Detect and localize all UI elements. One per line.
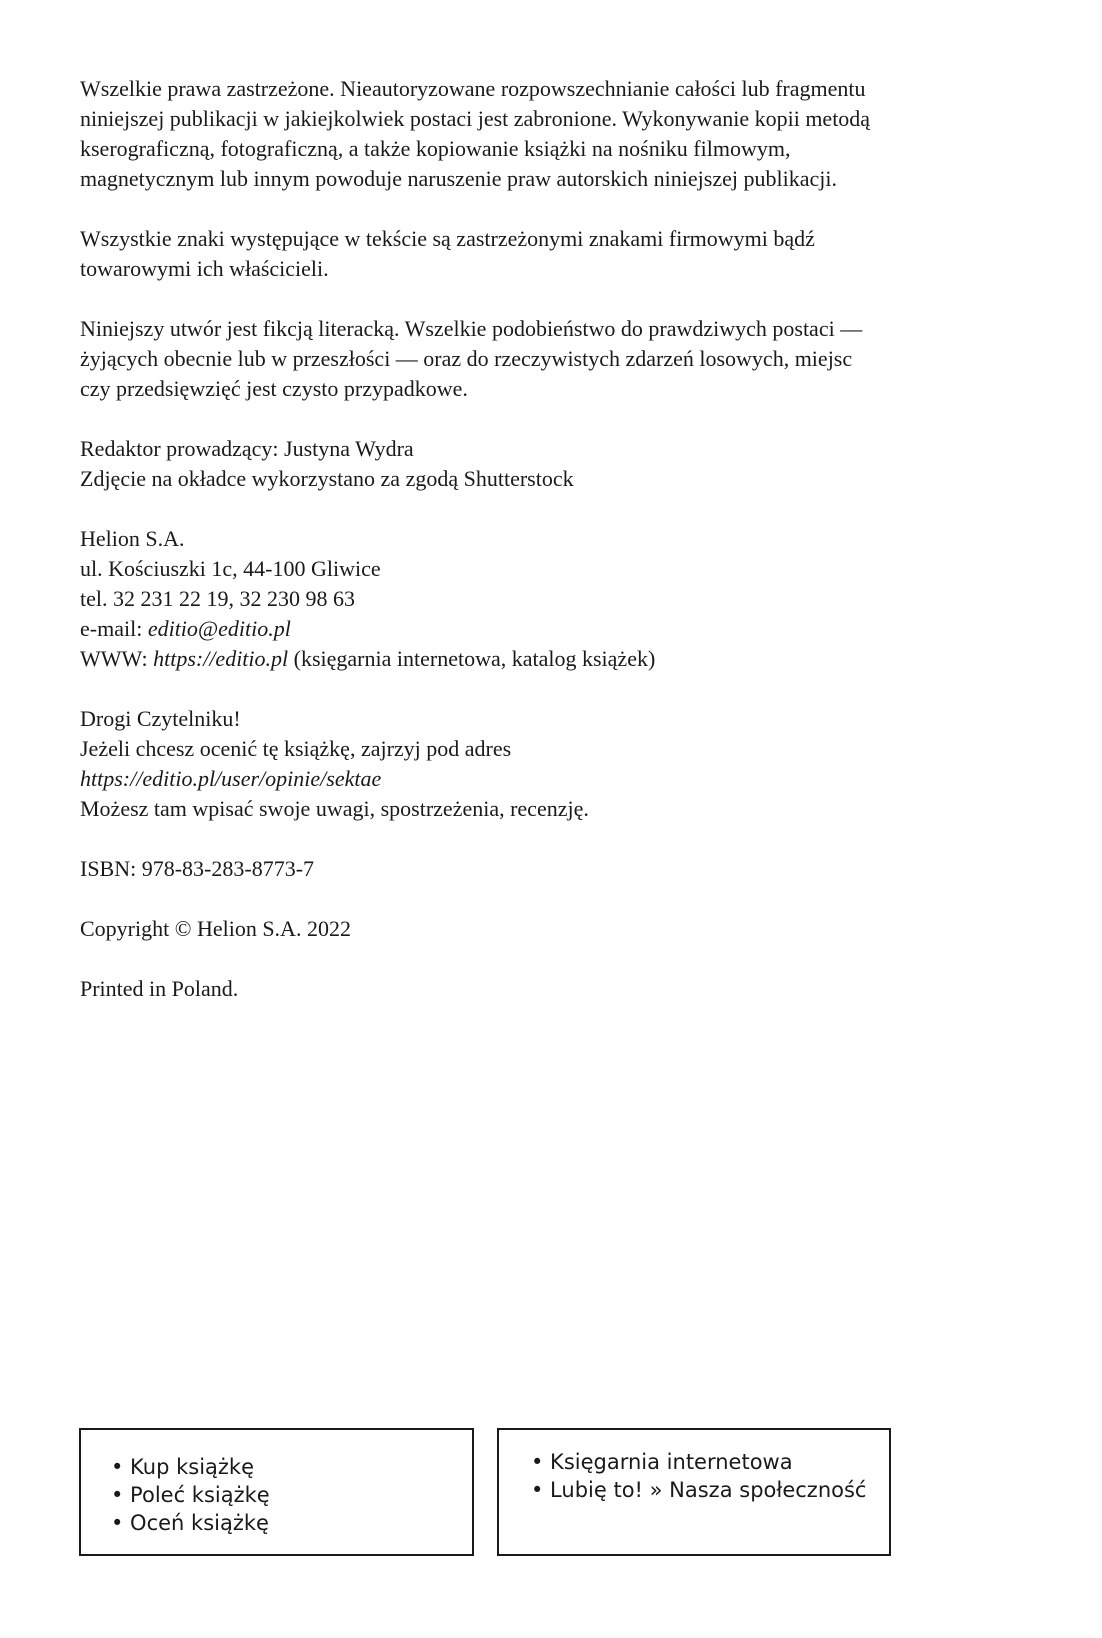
- rate-book-link[interactable]: • Oceń książkę: [111, 1511, 269, 1535]
- community-link[interactable]: • Lubię to! » Nasza społeczność: [531, 1478, 867, 1502]
- online-bookstore-link[interactable]: • Księgarnia internetowa: [531, 1450, 793, 1474]
- publisher-phone: tel. 32 231 22 19, 32 230 98 63: [80, 586, 355, 611]
- publisher-address: ul. Kościuszki 1c, 44-100 Gliwice: [80, 556, 381, 581]
- imprint-text: [80, 74, 1020, 1034]
- rights-notice: [80, 74, 1020, 194]
- email-link[interactable]: editio@editio.pl: [147, 616, 291, 641]
- book-actions-box: [79, 1428, 474, 1556]
- isbn: ISBN: 978-83-283-8773-7: [80, 856, 315, 881]
- cover-photo-credit: Zdjęcie na okładce wykorzystano za zgodą Shutterstock: [80, 466, 574, 491]
- buy-book-link[interactable]: • Kup książkę: [111, 1455, 255, 1479]
- recommend-book-link[interactable]: • Poleć książkę: [111, 1483, 270, 1507]
- reader-note: Możesz tam wpisać swoje uwagi, spostrzeżenia, recenzję.: [80, 796, 589, 821]
- publisher-info: [80, 524, 1020, 674]
- trademark-line: Wszystkie znaki występujące w tekście są zastrzeżonymi znakami firmowymi bądź: [80, 226, 815, 251]
- publisher-www-line: [80, 644, 1020, 674]
- rights-line: magnetycznym lub innym powoduje naruszenie praw autorskich niniejszej publikacji.: [80, 166, 837, 191]
- www-note: (księgarnia internetowa, katalog książek): [288, 646, 656, 671]
- reader-greeting: Drogi Czytelniku!: [80, 706, 241, 731]
- fiction-line: Niniejszy utwór jest fikcją literacką. Wszelkie podobieństwo do prawdziwych postaci —: [80, 316, 863, 341]
- email-label: e-mail:: [80, 616, 148, 641]
- publisher-name: Helion S.A.: [80, 526, 185, 551]
- printed-in: Printed in Poland.: [80, 976, 239, 1001]
- fiction-line: czy przedsięwzięć jest czysto przypadkowe.: [80, 376, 468, 401]
- credits: [80, 434, 1020, 494]
- copyright-notice: Copyright © Helion S.A. 2022: [80, 916, 351, 941]
- www-label: WWW:: [80, 646, 154, 671]
- reader-message: [80, 704, 1020, 824]
- rights-line: kserograficzną, fotograficzną, a także kopiowanie książki na nośniku filmowym,: [80, 136, 791, 161]
- fiction-line: żyjących obecnie lub w przeszłości — oraz do rzeczywistych zdarzeń losowych, miejsc: [80, 346, 853, 371]
- review-url-link[interactable]: https://editio.pl/user/opinie/sektae: [80, 766, 382, 791]
- editor-credit: Redaktor prowadzący: Justyna Wydra: [80, 436, 414, 461]
- publisher-email-line: [80, 614, 1020, 644]
- trademark-line: towarowymi ich właścicieli.: [80, 256, 329, 281]
- community-links-box: [497, 1428, 891, 1556]
- reader-prompt: Jeżeli chcesz ocenić tę książkę, zajrzyj pod adres: [80, 736, 512, 761]
- fiction-disclaimer: [80, 314, 1020, 404]
- rights-line: niniejszej publikacji w jakiejkolwiek postaci jest zabronione. Wykonywanie kopii metodą: [80, 106, 871, 131]
- rights-line: Wszelkie prawa zastrzeżone. Nieautoryzowane rozpowszechnianie całości lub fragmentu: [80, 76, 866, 101]
- www-link[interactable]: https://editio.pl: [153, 646, 289, 671]
- trademark-notice: [80, 224, 1020, 284]
